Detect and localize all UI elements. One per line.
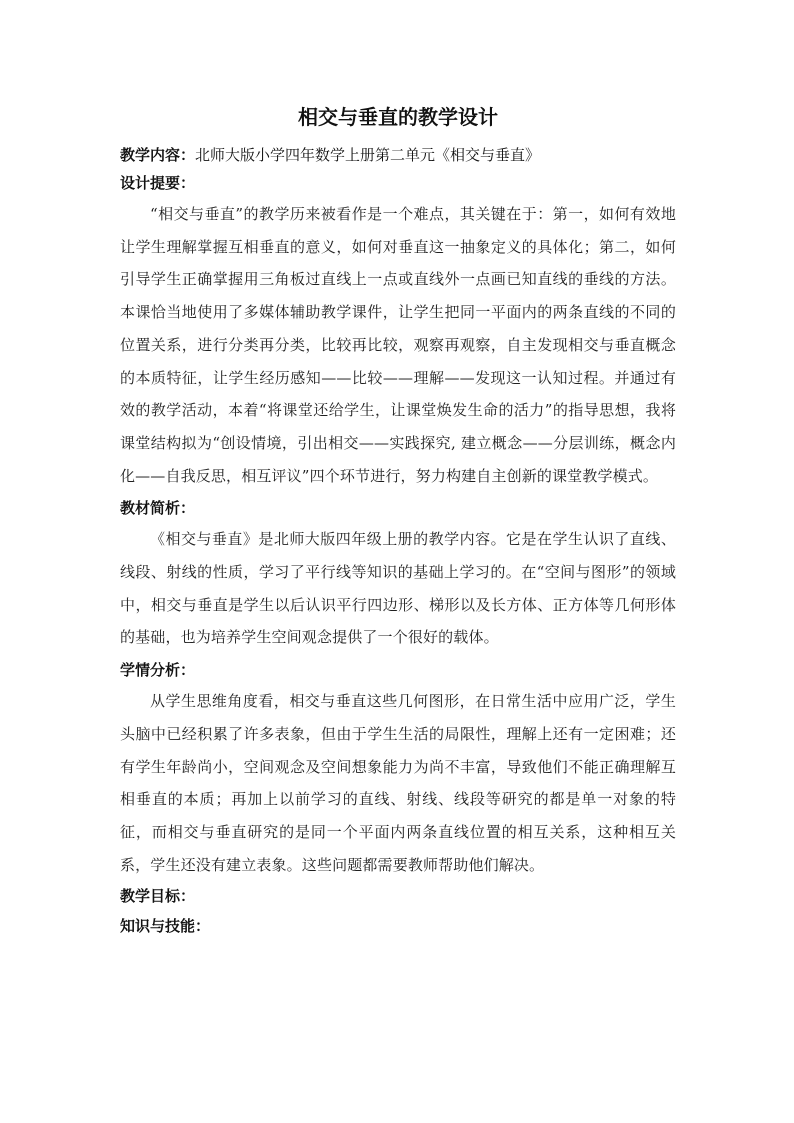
teaching-content-line: [120, 142, 676, 168]
material-analysis-heading: 教材简析：: [120, 499, 196, 518]
document-body: [120, 100, 676, 941]
design-summary-paragraph: “相交与垂直”的教学历来被看作是一个难点，其关键在于：第一，如何有效地让学生理解掌握互相垂直的意义，如何对垂直这一抽象定义的具体化；第二，如何引导学生正确掌握用三角板过直线上一点或直线外一点画已知直线的垂线的方法。本课恰当地使用了多媒体辅助教学课件，让学生把同一平面内的两条直线的不同的位置关系，进行分类再分类，比较再比较，观察再观察，自主发现相交与垂直概念的本质特征，让学生经历感知——比较——理解——发现这一认知过程。并通过有效的教学活动，本着“将课堂还给学生，让课堂焕发生命的活力”的指导思想，我将课堂结构拟为“创设情境，引出相交——实践探究, 建立概念——分层训练，概念内化——自我反思，相互评议”四个环节进行，努力构建自主创新的课堂教学模式。: [120, 205, 676, 485]
student-analysis-paragraph: 从学生思维角度看，相交与垂直这些几何图形，在日常生活中应用广泛，学生头脑中已经积累了许多表象，但由于学生生活的局限性，理解上还有一定困难；还有学生年龄尚小，空间观念及空间想象能力为尚不丰富，导致他们不能正确理解互相垂直的本质；再加上以前学习的直线、射线、线段等研究的都是单一对象的特征，而相交与垂直研究的是同一个平面内两条直线位置的相互关系，这种相互关系，学生还没有建立表象。这些问题都需要教师帮助他们解决。: [120, 692, 676, 874]
teaching-goals-heading: 教学目标：: [120, 887, 196, 906]
design-summary-heading: 设计提要：: [120, 174, 196, 192]
teaching-content-value: 北师大版小学四年数学上册第二单元《相交与垂直》: [195, 146, 541, 164]
material-analysis-paragraph: 《相交与垂直》是北师大版四年级上册的教学内容。它是在学生认识了直线、线段、射线的性质，学习了平行线等知识的基础上学习的。在“空间与图形”的领域中，相交与垂直是学生以后认识平行四边形、梯形以及长方体、正方体等几何形体的基础，也为培养学生空间观念提供了一个很好的载体。: [120, 530, 676, 647]
knowledge-skills-heading: 知识与技能：: [120, 917, 211, 936]
teaching-content-label: 教学内容：: [120, 146, 196, 164]
document-title: 相交与垂直的教学设计: [298, 105, 498, 129]
student-analysis-heading: 学情分析：: [120, 661, 196, 680]
